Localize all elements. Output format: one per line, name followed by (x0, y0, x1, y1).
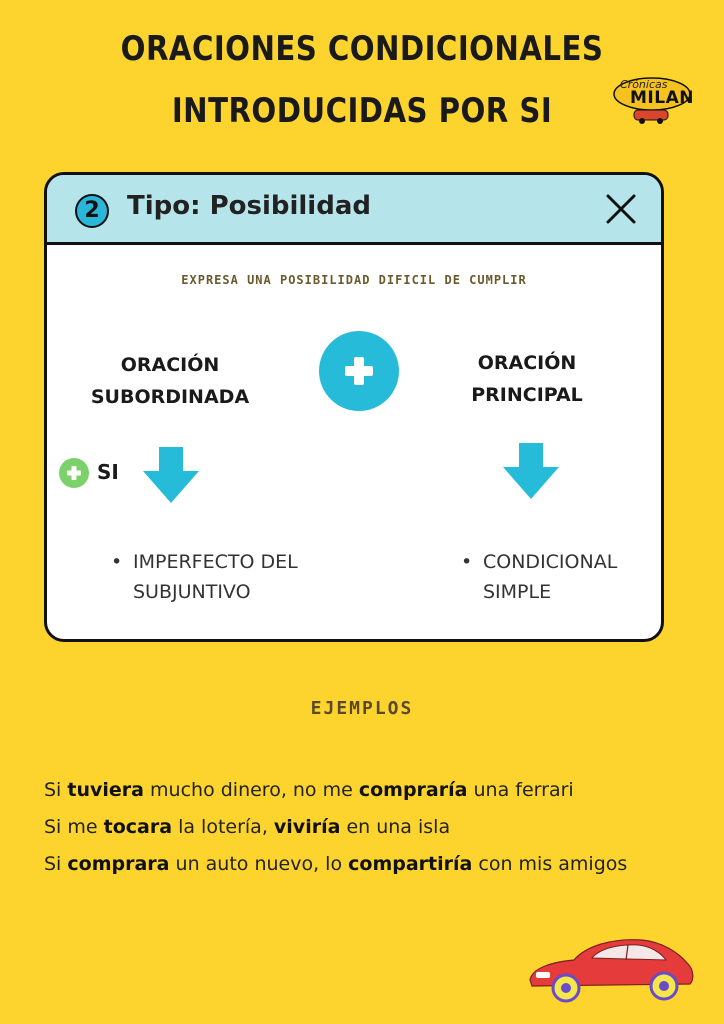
example-text: una ferrari (467, 779, 574, 801)
page-title-line-1: ORACIONES CONDICIONALES (120, 29, 604, 69)
si-label: SI (97, 460, 119, 484)
close-icon[interactable] (603, 191, 639, 227)
example-text: Si me (44, 816, 104, 838)
cronicas-milan-logo (612, 72, 696, 128)
example-text: Si (44, 853, 68, 875)
logo-text-top: Crónicas (620, 78, 668, 91)
plus-circle-icon (319, 331, 399, 411)
example-verb-condition: tuviera (67, 779, 144, 801)
example-text: un auto nuevo, lo (169, 853, 349, 875)
small-plus-icon (59, 458, 89, 488)
subordinate-heading-line-2: SUBORDINADA (90, 386, 250, 408)
card-header (47, 175, 661, 245)
example-verb-result: compraría (358, 779, 468, 801)
red-car-icon (522, 928, 698, 1008)
example-verb-result: compartiría (348, 853, 473, 875)
example-sentence (44, 809, 684, 846)
page-title (51, 18, 674, 142)
subordinate-tense-line-1: IMPERFECTO DEL (133, 551, 298, 573)
main-tense-line-2: SIMPLE (483, 581, 552, 603)
arrow-down-icon (503, 443, 559, 499)
logo-text-main: MILAN (630, 88, 694, 108)
example-sentence (44, 846, 684, 883)
example-verb-condition: comprara (67, 853, 170, 875)
subordinate-clause-heading (85, 349, 255, 413)
page-title-line-2: INTRODUCIDAS POR SI (171, 91, 553, 131)
example-verb-condition: tocara (103, 816, 173, 838)
example-verb-result: viviría (273, 816, 341, 838)
subordinate-tense-line-2: SUBJUNTIVO (133, 581, 251, 603)
example-text: la lotería, (172, 816, 274, 838)
example-text: con mis amigos (472, 853, 628, 875)
bullet-dot: • (461, 551, 473, 573)
examples-list (44, 772, 684, 883)
main-clause-heading (447, 347, 607, 411)
example-text: en una isla (340, 816, 451, 838)
subordinate-heading-line-1: ORACIÓN (120, 354, 220, 376)
examples-heading: EJEMPLOS (310, 698, 414, 719)
condition-type-card (44, 172, 664, 642)
main-tense-bullet (461, 547, 618, 607)
example-text: mucho dinero, no me (143, 779, 359, 801)
main-heading-line-1: ORACIÓN (477, 352, 577, 374)
arrow-down-icon (143, 447, 199, 503)
subordinate-tense-bullet (111, 547, 298, 607)
main-heading-line-2: PRINCIPAL (471, 384, 583, 406)
example-sentence (44, 772, 684, 809)
type-number-badge: 2 (75, 194, 109, 228)
card-subtitle: EXPRESA UNA POSIBILIDAD DIFICIL DE CUMPLIR (181, 273, 527, 287)
bullet-dot: • (111, 551, 123, 573)
type-title: Tipo: Posibilidad (127, 191, 371, 221)
main-tense-line-1: CONDICIONAL (483, 551, 618, 573)
example-text: Si (44, 779, 68, 801)
